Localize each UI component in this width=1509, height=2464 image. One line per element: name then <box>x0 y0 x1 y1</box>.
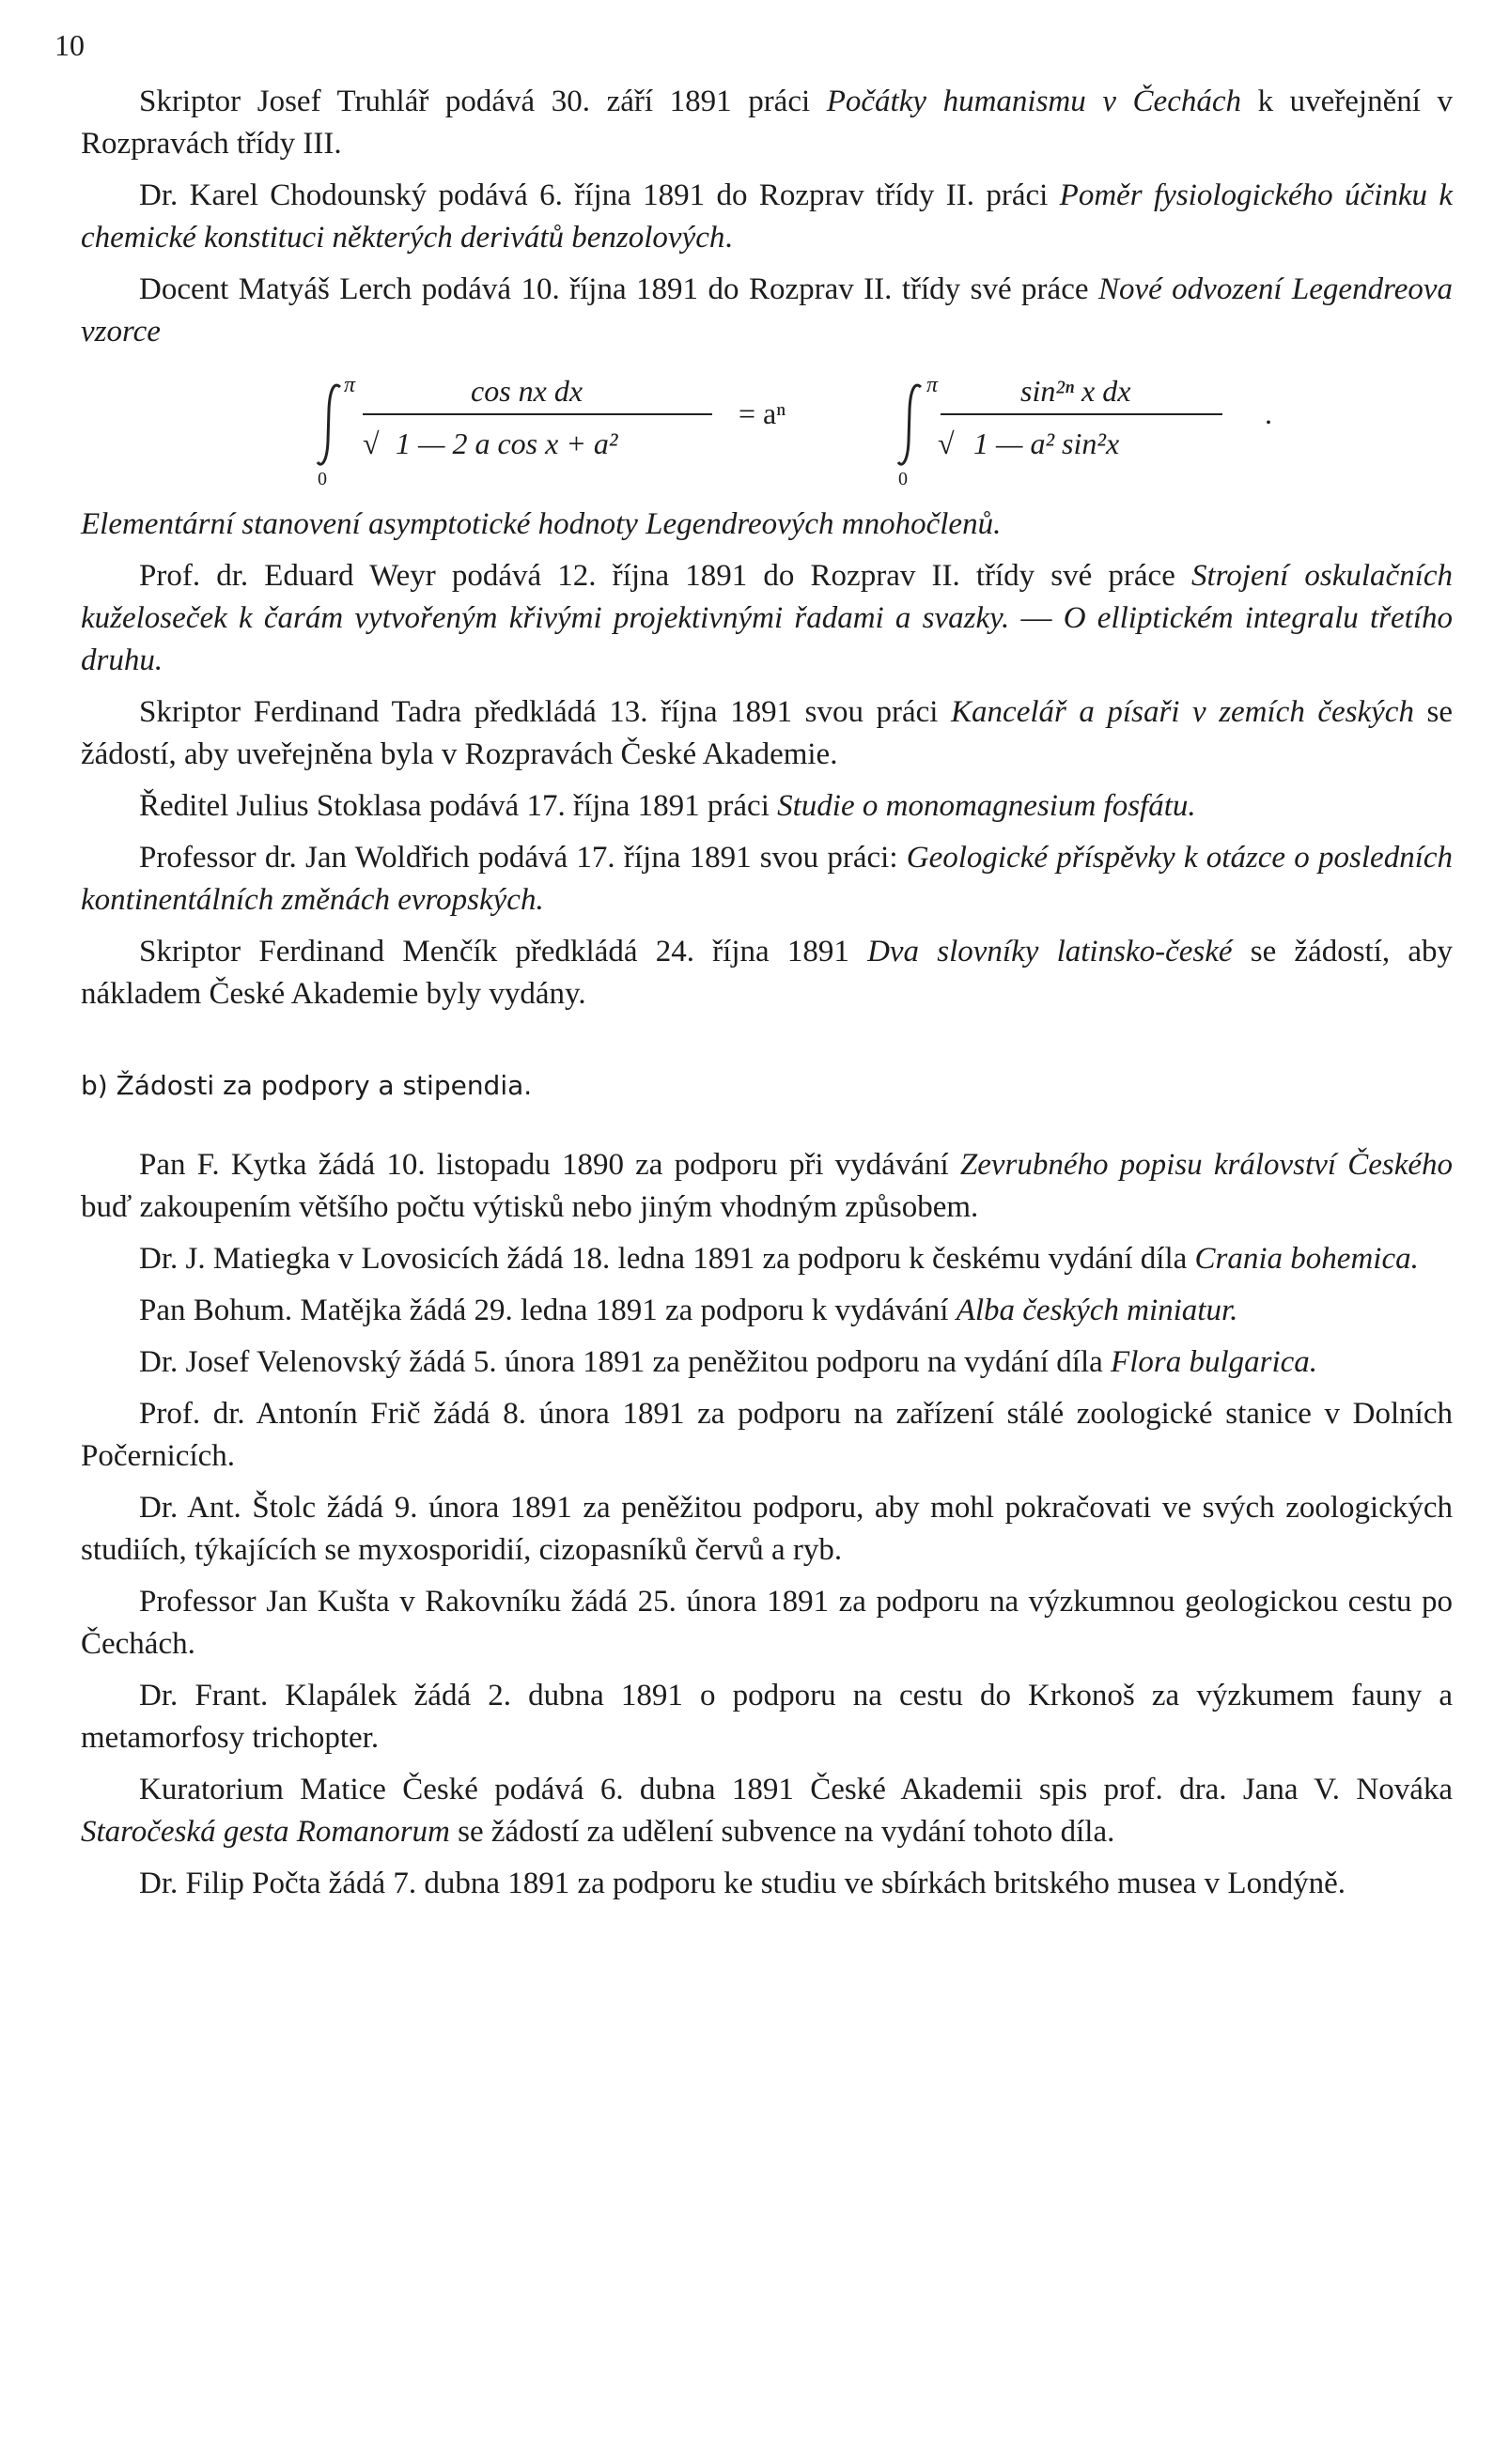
page-body <box>81 81 1453 1914</box>
work-title: Geologické příspěvky k otázce o posledních kontinentálních změnách evropských. <box>81 841 1454 917</box>
work-title: Poměr fysiologického účinku k chemické konstituci některých derivátů benzolových <box>81 178 1453 255</box>
request-matiegka: Dr. J. Matiegka v Lovosicích žádá 18. ledna 1891 za podporu k českému vydání díla Crania bohemica. <box>139 1242 1419 1276</box>
request-stolc: Dr. Ant. Štolc žádá 9. února 1891 za peněžitou podporu, aby mohl pokračovati ve svých zoologických studiích, týkajících se myxosporidií, cizopasníků červů a ryb. <box>81 1491 1453 1567</box>
fraction-bar-left <box>363 413 712 415</box>
work-title: Crania bohemica. <box>1194 1242 1419 1276</box>
numerator-right: sin²ⁿ x dx <box>1020 374 1131 408</box>
work-title: Elementární stanovení asymptotické hodnoty Legendreových mnohočlenů. <box>81 507 1002 541</box>
lower-limit-left: 0 <box>318 469 327 489</box>
request-velenovsky: Dr. Josef Velenovský žádá 5. února 1891 za peněžitou podporu na vydání díla Flora bulgarica. <box>139 1345 1318 1379</box>
lower-limit-right: 0 <box>898 469 908 489</box>
denominator-right: 1 — a² sin²x <box>973 426 1120 460</box>
paragraph-woldrich: Professor dr. Jan Woldřich podává 17. října 1891 svou práci: Geologické příspěvky k otázce o posledních kontinentálních změnách evropských. <box>81 841 1454 917</box>
work-title: Alba českých miniatur. <box>956 1294 1238 1327</box>
request-matejka: Pan Bohum. Matějka žádá 29. ledna 1891 za podporu k vydávání Alba českých miniatur. <box>139 1294 1238 1327</box>
paragraph-lerch: Docent Matyáš Lerch podává 10. října 1891 do Rozprav II. třídy své práce Nové odvození Legendreova vzorce <box>81 272 1453 349</box>
work-title: Flora bulgarica. <box>1111 1345 1318 1379</box>
work-title: Dva slovníky latinsko-české <box>867 935 1233 969</box>
paragraph-stoklasa: Ředitel Julius Stoklasa podává 17. října 1891 práci Studie o monomagnesium fosfátu. <box>139 789 1196 823</box>
page-number: 10 <box>54 28 85 62</box>
numerator-left: cos nx dx <box>471 374 583 408</box>
fraction-bar-right <box>941 413 1222 415</box>
work-title: Strojení oskulačních kuželoseček k čarám vytvořeným křivými projektivnými řadami a svazky. <box>81 559 1454 635</box>
upper-limit-left: π <box>344 373 356 397</box>
paragraph-tadra: Skriptor Ferdinand Tadra předkládá 13. října 1891 svou práci Kancelář a písaři v zemích českých se žádostí, aby uveřejněna byla v Rozpravách České Akademie. <box>81 695 1453 771</box>
request-kuratorium: Kuratorium Matice České podává 6. dubna 1891 České Akademii spis prof. dra. Jana V. Nováka Staročeská gesta Romanorum se žádostí za udělení subvence na vydání tohoto díla. <box>81 1773 1453 1849</box>
work-title: Zevrubného popisu království Českého <box>959 1148 1453 1182</box>
work-title: Kancelář a písaři v zemích českých <box>951 695 1414 729</box>
integral-sign-left <box>316 381 344 468</box>
legendre-formula <box>81 364 1453 489</box>
integral-sign-right <box>896 381 925 468</box>
section-heading: b) Žádosti za podpory a stipendia. <box>81 1070 533 1101</box>
request-fric: Prof. dr. Antonín Frič žádá 8. února 1891 za podporu na zařízení stálé zoologické stanice v Dolních Počernicích. <box>81 1397 1453 1473</box>
request-kusta: Professor Jan Kušta v Rakovníku žádá 25. února 1891 za podporu na výzkumnou geologickou cestu po Čechách. <box>81 1585 1453 1661</box>
sqrt-right: √ <box>938 426 955 460</box>
paragraph-mencik: Skriptor Ferdinand Menčík předkládá 24. října 1891 Dva slovníky latinsko-české se žádostí, aby nákladem České Akademie byly vydány. <box>81 935 1454 1011</box>
equals-sign: = aⁿ <box>739 396 786 430</box>
upper-limit-right: π <box>926 373 939 397</box>
request-pocta: Dr. Filip Počta žádá 7. dubna 1891 za podporu ke studiu ve sbírkách britského musea v Londýně. <box>139 1867 1346 1900</box>
denominator-left: 1 — 2 a cos x + a² <box>396 426 618 460</box>
work-title: Počátky humanismu v Čechách <box>826 85 1241 118</box>
request-klapalek: Dr. Frant. Klapálek žádá 2. dubna 1891 o podporu na cestu do Krkonoš za výzkumem fauny a metamorfosy trichopter. <box>81 1679 1453 1755</box>
sqrt-left: √ <box>363 426 380 460</box>
work-title: O elliptickém integralu třetího druhu. <box>81 601 1454 677</box>
work-title: Studie o monomagnesium fosfátu. <box>777 789 1196 823</box>
paragraph-weyr: Prof. dr. Eduard Weyr podává 12. října 1891 do Rozprav II. třídy své práce Strojení oskulačních kuželoseček k čarám vytvořeným křivými projektivnými řadami a svazky. — O elliptickém integralu třetího druhu. <box>81 559 1454 677</box>
work-title: Nové odvození Legendreova vzorce <box>81 272 1453 349</box>
paragraph-chodounsky: Dr. Karel Chodounský podává 6. října 1891 do Rozprav třídy II. práci Poměr fysiologického účinku k chemické konstituci některých derivátů benzolových. <box>81 178 1453 255</box>
work-title: Staročeská gesta Romanorum <box>81 1815 450 1849</box>
request-kytka: Pan F. Kytka žádá 10. listopadu 1890 za podporu při vydávání Zevrubného popisu království Českého buď zakoupením většího počtu výtisků nebo jiným vhodným způsobem. <box>81 1148 1453 1224</box>
formula-end-mark: . <box>1265 396 1272 430</box>
paragraph-truhlar: Skriptor Josef Truhlář podává 30. září 1891 práci Počátky humanismu v Čechách k uveřejnění v Rozpravách třídy III. <box>81 85 1453 161</box>
paragraph-lerch-continued <box>81 504 1453 546</box>
